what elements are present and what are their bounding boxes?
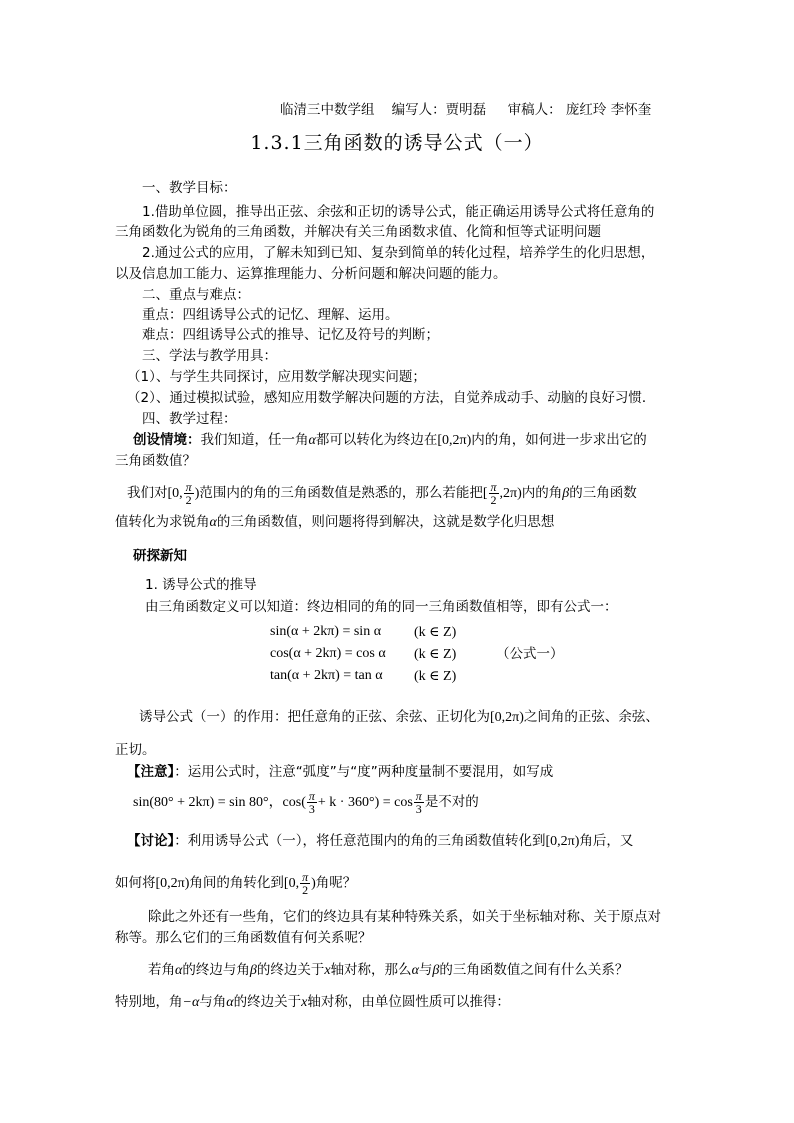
tools-item-2: （2）、通过模拟试验，感知应用数学解决问题的方法，自觉养成动手、动脑的良好习惯． [127,390,656,406]
fraction-pi-over-3: $\frac{\pi}{3}$ [415,788,422,816]
goal-item-2b: 以及信息加工能力、运算推理能力、分析问题和解决问题的能力。 [115,266,507,282]
discuss-line-1: 【讨论】：利用诱导公式（一），将任意范围内的角的三角函数值转化到[0,2π)角后，又 [127,833,634,849]
tools-heading: 三、学法与教学用具： [142,348,277,364]
scene-line-2: 三角函数值？ [115,453,196,469]
goal-item-2a: 2.通过公式的应用，了解未知到已知、复杂到简单的转化过程，培养学生的化归思想， [142,245,655,261]
formula-cos: cos(α + 2kπ) = cos α (k ∈ Z) [270,646,457,662]
paragraph-4-line-2: 特别地，角−α与角α的终边关于x轴对称，由单位圆性质可以推得： [115,994,510,1010]
formula-role-line-1: 诱导公式（一）的作用：把任意角的正弦、余弦、正切化为[0,2π)之间角的正弦、余弦、 [139,709,659,725]
discuss-label: 【讨论】 [127,833,175,849]
scene-label: 创设情境： [133,432,201,448]
formula-role-line-2: 正切。 [115,742,156,758]
formula-one-label: （公式一） [496,646,564,662]
process-heading: 四、教学过程： [142,411,237,427]
header-reviewer: 审稿人： 庞红玲 李怀奎 [507,102,652,118]
subsection-1: 1. 诱导公式的推导 [145,577,257,593]
fraction-pi-over-3: $\frac{\pi}{3}$ [308,788,315,816]
fraction-pi-over-2: $\frac{\pi}{2}$ [302,869,309,897]
subsection-1-text: 由三角函数定义可以知道：终边相同的角的同一三角函数值相等，即有公式一： [145,599,618,615]
paragraph-2-line-2: 值转化为求锐角α的三角函数值，则问题将得到解决，这就是数学化归思想 [115,514,555,530]
note-line-2: sin(80° + 2kπ) = sin 80°，cos( $\frac{\pi}{3}$ + k · 360°) = cos $\frac{\pi}{3}$ 是不对的 [133,788,479,816]
document-title: 1.3.1三角函数的诱导公式（一） [250,132,544,154]
tools-item-1: （1）、与学生共同探讨，应用数学解决现实问题； [127,369,426,385]
fraction-pi-over-2: $\frac{\pi}{2}$ [490,479,497,507]
paragraph-4-line-1: 若角α的终边与角β的终边关于x轴对称，那么α与β的三角函数值之间有什么关系？ [148,962,629,978]
paragraph-3-line-1: 除此之外还有一些角，它们的终边具有某种特殊关系，如关于坐标轴对称、关于原点对 [148,909,661,925]
goal-item-1a: 1.借助单位圆，推导出正弦、余弦和正切的诱导公式，能正确运用诱导公式将任意角的 [142,204,655,220]
note-line-1: 【注意】：运用公式时，注意“弧度”与“度”两种度量制不要混用，如写成 [127,764,554,780]
discuss-line-2: 如何将[0,2π)角间的角转化到[0, $\frac{\pi}{2}$ )角呢？ [115,869,357,897]
formula-tan: tan(α + 2kπ) = tan α (k ∈ Z) [270,668,457,684]
paragraph-2-line-1: 我们对[0, $\frac{\pi}{2}$ )范围内的角的三角函数值是熟悉的，那么若能把[ $\frac{\pi}{2}$ ,2π)内的角β的三角函数 [127,479,637,507]
new-knowledge-label: 研探新知 [133,548,187,564]
fraction-pi-over-2: $\frac{\pi}{2}$ [185,479,192,507]
difficult-point: 难点：四组诱导公式的推导、记忆及符号的判断； [142,327,439,343]
goal-item-1b: 三角函数化为锐角的三角函数，并解决有关三角函数求值、化简和恒等式证明问题 [115,224,601,240]
note-label: 【注意】 [127,764,175,780]
header-group: 临清三中数学组 [280,102,375,118]
formula-sin: sin(α + 2kπ) = sin α (k ∈ Z) [270,624,457,640]
key-points-heading: 二、重点与难点： [142,287,250,303]
document-header [280,98,651,118]
header-writer: 编写人：贾明磊 [391,102,487,118]
scene-line-1: 创设情境：我们知道，任一角α都可以转化为终边在[0,2π)内的角，如何进一步求出它的 [133,432,647,448]
key-point: 重点：四组诱导公式的记忆、理解、运用。 [142,307,399,323]
goals-heading: 一、教学目标： [142,180,237,196]
paragraph-3-line-2: 称等。那么它们的三角函数值有何关系呢？ [115,930,372,946]
